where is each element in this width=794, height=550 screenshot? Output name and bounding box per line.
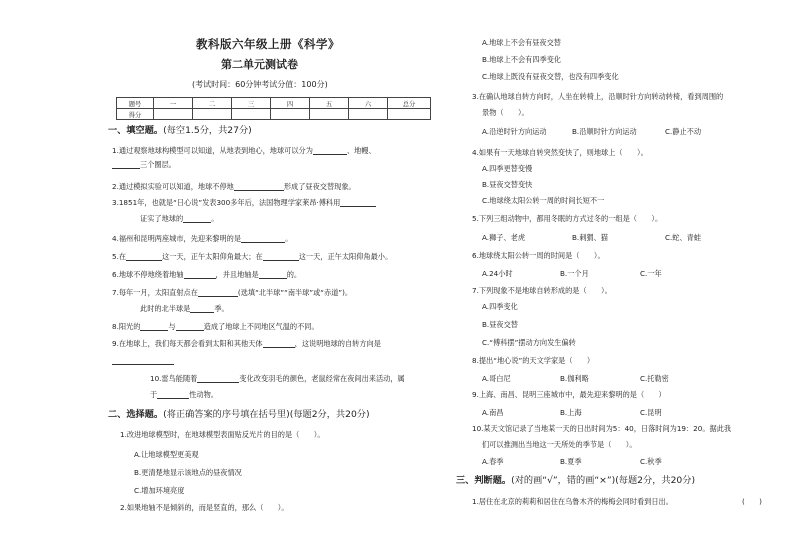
question-text: 。 <box>211 214 219 223</box>
choice-option[interactable]: C.一年 <box>640 269 662 278</box>
question-text: 变化改变羽毛的颜色，老鼠经常在夜间出来活动，属 <box>239 374 405 383</box>
question-text: 这一天，正午太阳仰角最大；在 <box>162 252 263 261</box>
choice-q3: 3.在确认地球自转方向时，人坐在转椅上，沿顺时针方向转动转椅，看到周围的 <box>472 92 724 101</box>
question-text: 三个圈层。 <box>140 160 176 169</box>
score-input-cell[interactable] <box>232 109 271 120</box>
question-text: 4.福州和昆明两座城市，先迎来黎明的是 <box>112 234 242 243</box>
fill-q5 <box>112 252 392 261</box>
fill-q2 <box>112 182 356 191</box>
answer-blank[interactable] <box>234 183 284 191</box>
fill-q6 <box>112 270 301 279</box>
choice-q4: 4.如果有一天地球自转突然变快了，则地球上（ ）。 <box>472 148 648 157</box>
question-text: 的。 <box>286 270 302 279</box>
section-2-title: 二、选择题。 <box>108 409 164 420</box>
exam-info: (考试时间：60分钟考试分值：100分) <box>192 80 328 89</box>
section-3-hint: (对的画“√”，错的画“×”)(每题2分，共20分) <box>511 475 696 486</box>
score-input-cell[interactable] <box>310 109 349 120</box>
choice-option[interactable]: A.24小时 <box>482 269 513 278</box>
choice-option[interactable]: B.夏季 <box>560 457 582 466</box>
choice-option[interactable]: A.哥白尼 <box>482 374 511 383</box>
choice-q6: 6.地球绕太阳公转一周的时间是（ ）。 <box>472 251 605 260</box>
question-text: (选填“北半球”“南半球”或“赤道”)。 <box>237 288 353 297</box>
score-cell: 一 <box>154 98 193 109</box>
fill-q9 <box>112 339 381 348</box>
choice-option[interactable]: C.昆明 <box>640 408 662 417</box>
question-text: 证实了地球的 <box>140 214 184 223</box>
question-text: 1.通过观察地球构模型可以知道，从地表到地心，地球可以分为 <box>112 146 313 155</box>
answer-blank[interactable] <box>198 289 238 297</box>
choice-q8: 8.提出“地心说”的天文学家是（ ） <box>472 356 595 365</box>
choice-option[interactable]: B.地球上不会有四季变化 <box>482 55 562 64</box>
answer-blank[interactable] <box>259 271 287 279</box>
exam-subtitle: 第二单元测试卷 <box>221 58 298 71</box>
question-text: 8.阳光的 <box>112 322 141 331</box>
choice-q3-cont: 景物（ ）。 <box>482 108 529 117</box>
answer-blank[interactable] <box>241 235 285 243</box>
question-text: 此时的北半球是 <box>140 304 191 313</box>
question-text: ，这说明地球的自转方向是 <box>294 339 381 348</box>
question-text: 于 <box>150 390 158 399</box>
choice-option[interactable]: B.一个月 <box>560 269 589 278</box>
choice-option[interactable]: C.秋季 <box>640 457 662 466</box>
choice-q1: 1.改进地球模型时，在地球模型表面贴反光片的目的是（ ）。 <box>120 430 325 439</box>
score-table-header-row <box>117 98 431 109</box>
question-text: 季。 <box>214 304 229 313</box>
section-2-heading <box>108 410 370 419</box>
answer-blank[interactable] <box>183 215 211 223</box>
question-text: 7.每年一月，太阳直射点在 <box>112 288 198 297</box>
fill-q4 <box>112 234 292 243</box>
choice-q10-cont: 们可以推测出当地这一天所处的季节是（ ）。 <box>482 440 637 449</box>
choice-option[interactable]: C.“傅科摆”摆动方向发生偏转 <box>482 338 576 347</box>
answer-blank[interactable] <box>112 357 174 365</box>
score-cell: 六 <box>349 98 388 109</box>
choice-option[interactable]: A.地球上不会有昼夜交替 <box>482 38 561 47</box>
fill-q7-cont <box>140 304 229 313</box>
score-table-score-row <box>117 109 431 120</box>
choice-option[interactable]: B.伽利略 <box>560 374 589 383</box>
question-text: 9.在地球上，我们每天都会看到太阳和其他天体 <box>112 339 263 348</box>
question-text: 造成了地球上不同地区气温的不同。 <box>203 322 319 331</box>
answer-blank[interactable] <box>340 199 376 207</box>
question-text: 这一天，正午太阳仰角最小。 <box>298 252 393 261</box>
score-cell: 三 <box>232 98 271 109</box>
choice-option[interactable]: B.上海 <box>560 408 582 417</box>
question-text: 性动物。 <box>189 390 218 399</box>
section-1-title: 一、填空题。 <box>108 125 164 136</box>
question-text: ，并且地轴是 <box>215 270 259 279</box>
score-table <box>116 97 431 120</box>
choice-option[interactable]: C.增加环境亮度 <box>134 486 185 495</box>
section-2-hint: (将正确答案的序号填在括号里)(每题2分，共20分) <box>163 409 370 420</box>
judge-answer-paren[interactable]: ( ) <box>742 497 762 506</box>
choice-q5: 5.下列三组动物中，都用冬眠的方式过冬的一组是（ ）。 <box>472 214 663 223</box>
judge-q1: 1.居住在北京的莉莉和居住在乌鲁木齐的梅梅会同时看到日出。 <box>472 497 673 506</box>
choice-option[interactable]: A.四季变化 <box>482 302 518 311</box>
question-text: 与 <box>168 322 176 331</box>
fill-q3-cont <box>140 214 218 223</box>
answer-blank[interactable] <box>313 147 347 155</box>
answer-blank[interactable] <box>190 305 214 313</box>
score-cell: 总分 <box>388 98 431 109</box>
fill-q10-cont <box>150 390 218 399</box>
score-cell: 五 <box>310 98 349 109</box>
score-input-cell[interactable] <box>388 109 431 120</box>
section-3-heading <box>456 476 695 485</box>
choice-q10: 10.某天文馆记录了当地某一天的日出时间为5：40，日落时间为19：20。据此我 <box>472 424 732 433</box>
choice-option[interactable]: B.沿顺时针方向运动 <box>572 127 637 136</box>
question-text: 。 <box>285 234 293 243</box>
fill-q1-cont <box>112 160 176 169</box>
answer-blank[interactable] <box>263 340 295 348</box>
choice-q2: 2.如果地轴不是倾斜的，而是竖直的，那么（ ）。 <box>120 503 289 512</box>
section-1-heading <box>108 126 252 135</box>
score-cell: 四 <box>271 98 310 109</box>
question-text: 形成了昼夜交替现象。 <box>283 182 356 191</box>
answer-blank[interactable] <box>126 253 162 261</box>
choice-option[interactable]: A.四季更替变慢 <box>482 164 533 173</box>
question-text: 6.地球不停地绕着地轴 <box>112 270 184 279</box>
choice-option[interactable]: C.地球绕太阳公转一周的时间长短不一 <box>482 196 605 205</box>
choice-option[interactable]: B.昼夜交替 <box>482 320 518 329</box>
fill-q8 <box>112 322 319 331</box>
answer-blank[interactable] <box>184 271 216 279</box>
score-input-cell[interactable] <box>154 109 193 120</box>
choice-option[interactable]: B.更清楚地显示该地点的昼夜情况 <box>134 468 242 477</box>
choice-option[interactable]: B.刺猬、猫 <box>572 233 608 242</box>
section-1-hint: (每空1.5分，共27分) <box>163 125 252 136</box>
answer-blank[interactable] <box>157 391 189 399</box>
question-text: 、地幔、 <box>346 146 376 155</box>
choice-option[interactable]: C.静止不动 <box>665 127 702 136</box>
exam-title: 教科版六年级上册《科学》 <box>196 37 340 51</box>
answer-blank[interactable] <box>197 375 239 383</box>
question-text: 3.1851年，也就是“日心说”发表300多年后，法国物理学家莱昂·傅科用 <box>112 198 341 207</box>
answer-blank[interactable] <box>176 323 204 331</box>
choice-option[interactable]: A.春季 <box>482 457 504 466</box>
score-cell: 得分 <box>117 109 154 120</box>
choice-q9: 9.上海、南昌、昆明三座城市中，最先迎来黎明的是（ ） <box>472 390 666 399</box>
question-text: 10.雷鸟能随着 <box>150 374 198 383</box>
fill-q7 <box>112 288 352 297</box>
choice-option[interactable]: B.昼夜交替变快 <box>482 180 533 189</box>
question-text: 5.在 <box>112 252 127 261</box>
fill-q1 <box>112 146 376 155</box>
fill-q10 <box>150 374 405 383</box>
choice-option[interactable]: C.蛇、青蛙 <box>665 233 702 242</box>
question-text: 2.通过模拟实验可以知道，地球不停地 <box>112 182 234 191</box>
answer-blank[interactable] <box>112 161 140 169</box>
choice-option[interactable]: C.托勒密 <box>640 374 669 383</box>
score-input-cell[interactable] <box>349 109 388 120</box>
section-3-title: 三、判断题。 <box>456 475 512 486</box>
choice-option[interactable]: A.南昌 <box>482 408 504 417</box>
fill-q9-cont <box>112 356 174 365</box>
choice-option[interactable]: A.让地球模型更美观 <box>134 450 199 459</box>
answer-blank[interactable] <box>263 253 299 261</box>
score-input-cell[interactable] <box>193 109 232 120</box>
score-cell: 二 <box>193 98 232 109</box>
choice-option[interactable]: A.狮子、老虎 <box>482 233 526 242</box>
choice-option[interactable]: A.沿逆时针方向运动 <box>482 127 547 136</box>
answer-blank[interactable] <box>140 323 168 331</box>
score-input-cell[interactable] <box>271 109 310 120</box>
choice-q7: 7.下列现象不是地球自转形成的是（ ）。 <box>472 286 612 295</box>
choice-option[interactable]: C.地球上既没有昼夜交替，也没有四季变化 <box>482 72 619 81</box>
score-cell: 题号 <box>117 98 154 109</box>
fill-q3 <box>112 198 376 207</box>
